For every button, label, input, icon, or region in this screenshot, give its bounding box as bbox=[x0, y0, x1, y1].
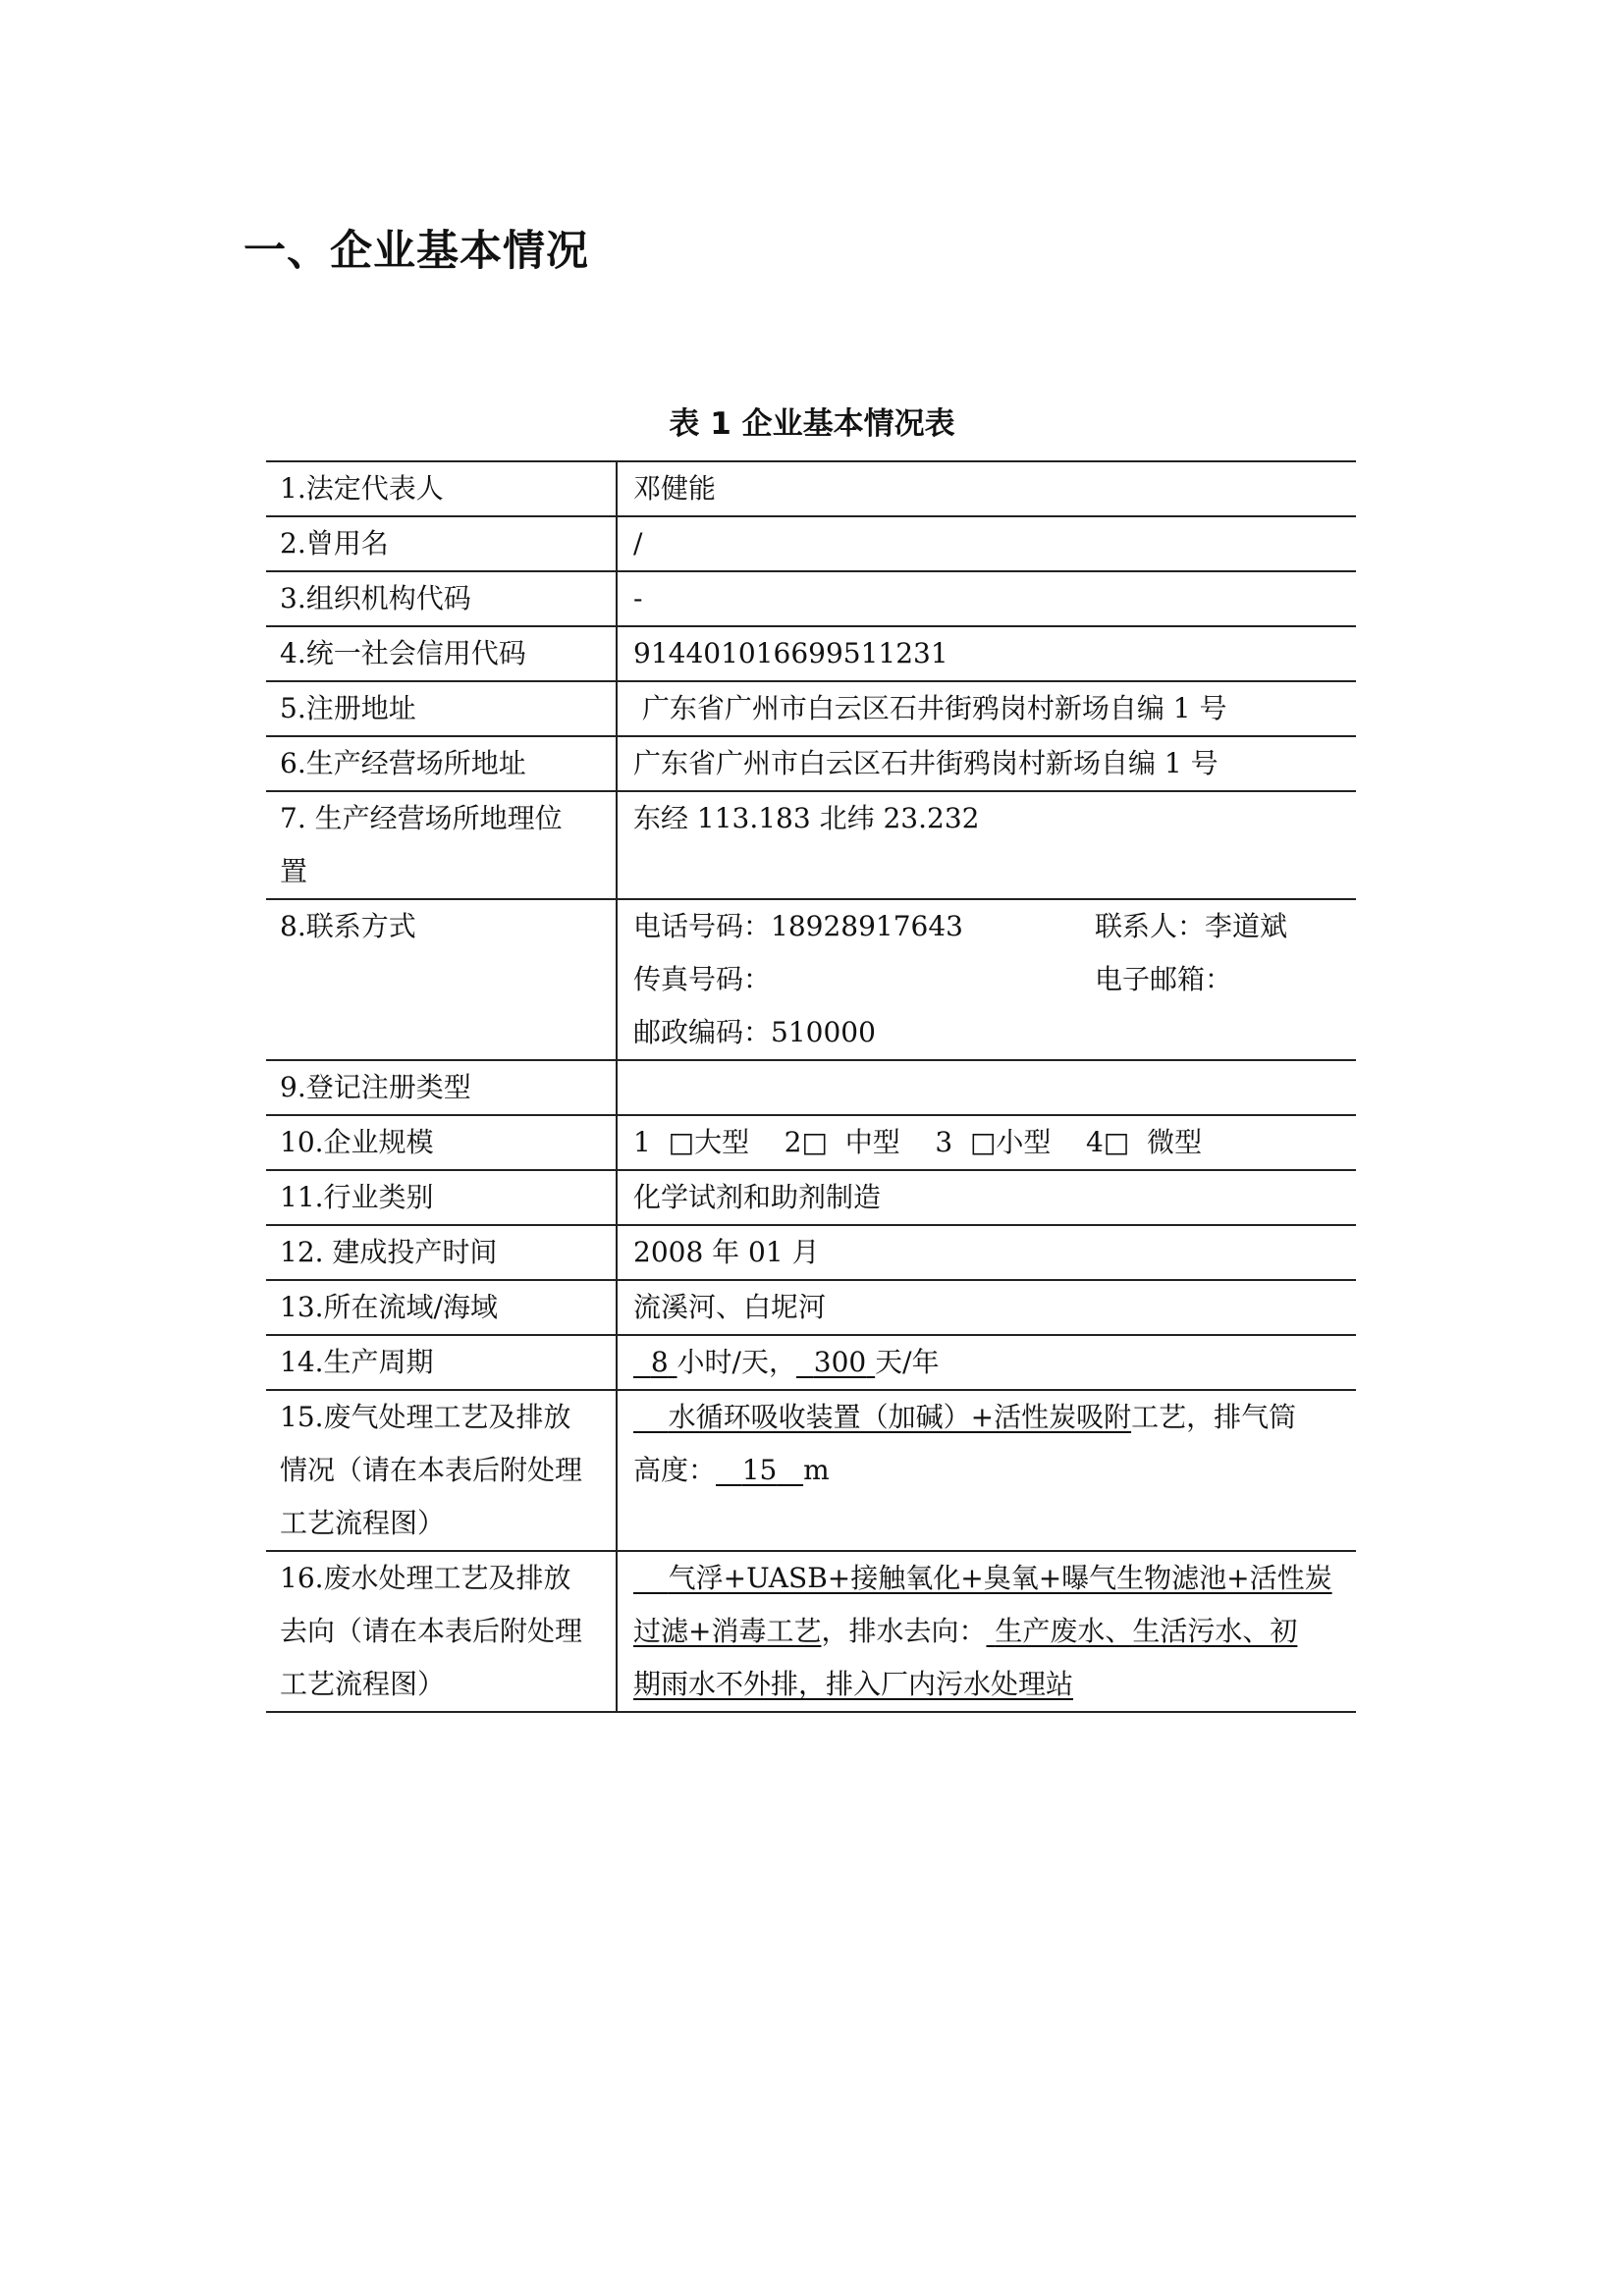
row-value: / bbox=[617, 516, 1356, 571]
discharge-direction bbox=[986, 1615, 1297, 1647]
row-value bbox=[617, 1390, 1356, 1551]
row-label: 12. 建成投产时间 bbox=[266, 1225, 617, 1280]
enterprise-info-table bbox=[266, 460, 1356, 1713]
table-row bbox=[266, 1551, 1356, 1712]
days-value: 300 bbox=[813, 1346, 867, 1378]
contact-grid bbox=[633, 900, 1342, 1059]
row-label: 3.组织机构代码 bbox=[266, 571, 617, 626]
label-line: 工艺流程图） bbox=[280, 1668, 446, 1700]
row-value: 流溪河、白坭河 bbox=[617, 1280, 1356, 1335]
row-value bbox=[617, 1060, 1356, 1115]
table-row bbox=[266, 1060, 1356, 1115]
hours-field bbox=[633, 1346, 677, 1378]
row-label: 9.登记注册类型 bbox=[266, 1060, 617, 1115]
exhaust-process-suffix: 工艺，排气筒 bbox=[1131, 1401, 1297, 1433]
row-value: 2008 年 01 月 bbox=[617, 1225, 1356, 1280]
label-line: 工艺流程图） bbox=[280, 1507, 446, 1539]
table-row bbox=[266, 461, 1356, 516]
table-row bbox=[266, 571, 1356, 626]
stack-height-value: 15 bbox=[741, 1454, 778, 1486]
stack-height-label: 高度： bbox=[633, 1454, 717, 1486]
table-caption: 表 1 企业基本情况表 bbox=[669, 406, 955, 442]
table-row bbox=[266, 626, 1356, 681]
row-value: 化学试剂和助剂制造 bbox=[617, 1170, 1356, 1225]
row-value bbox=[617, 899, 1356, 1060]
label-line: 7. 生产经营场所地理位 bbox=[280, 802, 563, 834]
row-label: 11.行业类别 bbox=[266, 1170, 617, 1225]
row-value: 东经 113.183 北纬 23.232 bbox=[617, 791, 1356, 899]
email: 电子邮箱： bbox=[1095, 963, 1233, 995]
row-value: 广东省广州市白云区石井街鸦岗村新场自编 1 号 bbox=[617, 736, 1356, 791]
row-label: 14.生产周期 bbox=[266, 1335, 617, 1390]
value-line bbox=[633, 1391, 1342, 1444]
discharge-label: ，排水去向： bbox=[821, 1615, 987, 1647]
row-value: 广东省广州市白云区石井街鸦岗村新场自编 1 号 bbox=[617, 681, 1356, 736]
row-label: 13.所在流域/海域 bbox=[266, 1280, 617, 1335]
row-value bbox=[617, 1335, 1356, 1390]
row-label bbox=[266, 791, 617, 899]
days-field bbox=[796, 1346, 875, 1378]
table-row bbox=[266, 1115, 1356, 1170]
table-row bbox=[266, 1390, 1356, 1551]
wastewater-process bbox=[633, 1562, 1332, 1594]
row-label: 4.统一社会信用代码 bbox=[266, 626, 617, 681]
table-row bbox=[266, 681, 1356, 736]
row-label: 10.企业规模 bbox=[266, 1115, 617, 1170]
exhaust-process bbox=[633, 1401, 1131, 1433]
table-row bbox=[266, 1335, 1356, 1390]
row-value bbox=[617, 1551, 1356, 1712]
row-label bbox=[266, 1390, 617, 1551]
value-line bbox=[633, 1658, 1342, 1711]
label-line: 15.废气处理工艺及排放 bbox=[280, 1401, 571, 1433]
table-row bbox=[266, 899, 1356, 1060]
label-line: 去向（请在本表后附处理 bbox=[280, 1615, 583, 1647]
section-heading: 一、企业基本情况 bbox=[244, 227, 589, 276]
value-line bbox=[633, 1444, 1342, 1497]
label-line: 置 bbox=[280, 855, 308, 887]
discharge-line2: 期雨水不外排，排入厂内污水处理站 bbox=[633, 1668, 1074, 1700]
hours-unit: 小时/天， bbox=[677, 1346, 796, 1378]
exhaust-process-text: 水循环吸收装置（加碱）+活性炭吸附 bbox=[668, 1401, 1132, 1433]
value-line bbox=[633, 1552, 1342, 1605]
value-line bbox=[633, 1605, 1342, 1658]
table-row bbox=[266, 516, 1356, 571]
label-line: 16.废水处理工艺及排放 bbox=[280, 1562, 571, 1594]
table-row bbox=[266, 736, 1356, 791]
phone-number: 电话号码：18928917643 bbox=[633, 910, 963, 942]
row-label: 6.生产经营场所地址 bbox=[266, 736, 617, 791]
row-value: 邓健能 bbox=[617, 461, 1356, 516]
row-label: 1.法定代表人 bbox=[266, 461, 617, 516]
table-row bbox=[266, 791, 1356, 899]
row-value: 1 □大型 2□ 中型 3 □小型 4□ 微型 bbox=[617, 1115, 1356, 1170]
row-value: 914401016699511231 bbox=[617, 626, 1356, 681]
wastewater-process-line1: 气浮+UASB+接触氧化+臭氧+曝气生物滤池+活性炭 bbox=[668, 1562, 1332, 1594]
label-line: 情况（请在本表后附处理 bbox=[280, 1454, 583, 1486]
row-value: - bbox=[617, 571, 1356, 626]
row-label: 8.联系方式 bbox=[266, 899, 617, 1060]
fax-number: 传真号码： bbox=[633, 963, 772, 995]
table-row bbox=[266, 1170, 1356, 1225]
postcode: 邮政编码：510000 bbox=[633, 1016, 876, 1048]
table-row bbox=[266, 1225, 1356, 1280]
table-row bbox=[266, 1280, 1356, 1335]
days-unit: 天/年 bbox=[875, 1346, 940, 1378]
row-label: 2.曾用名 bbox=[266, 516, 617, 571]
stack-height-unit: m bbox=[803, 1454, 830, 1486]
row-label bbox=[266, 1551, 617, 1712]
discharge-line1: 生产废水、生活污水、初 bbox=[995, 1615, 1298, 1647]
stack-height-field bbox=[716, 1454, 803, 1486]
wastewater-process-line2: 过滤+消毒工艺 bbox=[633, 1615, 822, 1647]
contact-person: 联系人：李道斌 bbox=[1095, 910, 1288, 942]
hours-value: 8 bbox=[650, 1346, 669, 1378]
row-label: 5.注册地址 bbox=[266, 681, 617, 736]
